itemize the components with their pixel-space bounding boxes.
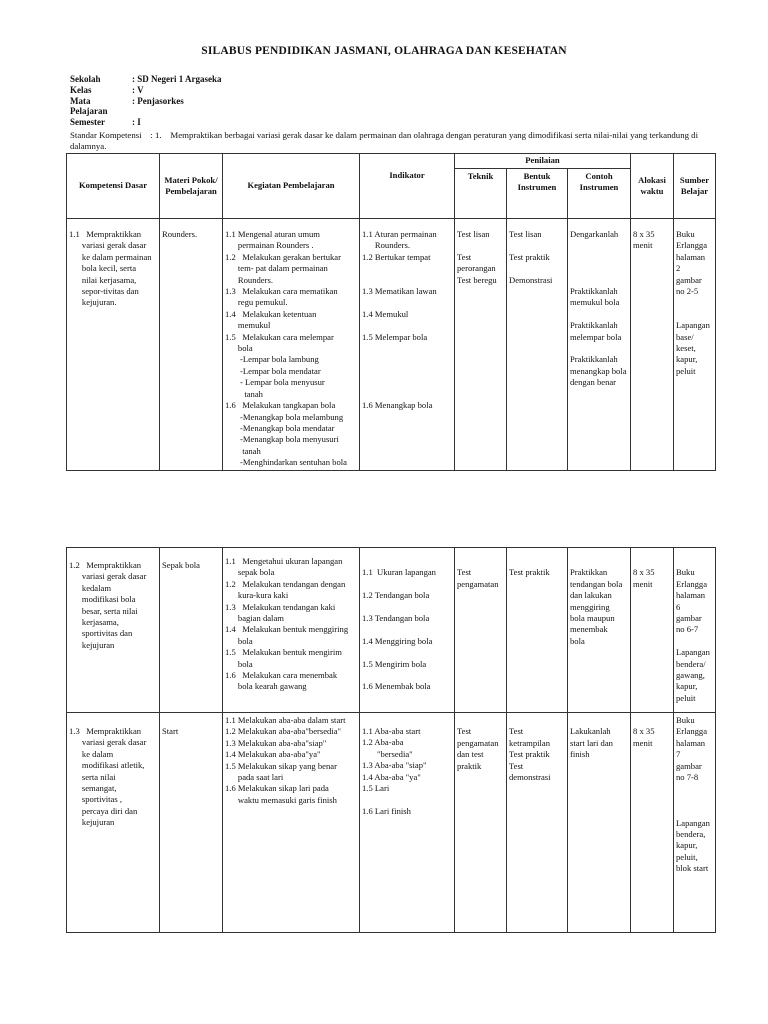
cell-line: no 6-7 xyxy=(676,624,699,635)
cell-line: bola xyxy=(225,343,253,354)
meta-value: : I xyxy=(132,117,141,128)
cell-line xyxy=(570,240,628,251)
cell-line xyxy=(362,275,452,286)
cell-line: 1.4 Menggiring bola xyxy=(362,635,433,646)
cell-line: Sepak bola xyxy=(162,560,200,570)
cell-indikator xyxy=(360,548,455,713)
cell-line: bola maupun xyxy=(570,613,615,624)
cell-line: percaya diri dan xyxy=(69,805,138,816)
standar-line-1: Standar Kompetensi : 1. Mempraktikan berbagai variasi gerak dasar ke dalam permainan dan olahraga dengan peraturan yang dimodifikasi serta nilai-nilai yang terkandung di xyxy=(70,130,699,140)
cell-line: Erlangga xyxy=(676,240,708,251)
header-teknik: Teknik xyxy=(455,169,507,219)
cell-line: 1.6 Menangkap bola xyxy=(362,400,433,411)
header-alokasi: Alokasi waktu xyxy=(631,154,674,219)
header-kompetensi: Kompetensi Dasar xyxy=(67,154,160,219)
cell-line: Rounders. xyxy=(225,274,273,285)
header-kegiatan: Kegiatan Pembelajaran xyxy=(223,154,360,219)
cell-line xyxy=(570,715,628,726)
cell-line xyxy=(457,715,504,726)
cell-line: sportivitas , xyxy=(69,794,122,805)
cell-line xyxy=(570,263,628,274)
table-row xyxy=(67,219,716,471)
cell-teknik xyxy=(455,548,507,713)
meta-row-semester xyxy=(70,117,222,128)
cell-line: gambar xyxy=(676,613,702,624)
cell-contoh xyxy=(568,548,631,713)
cell-sumber xyxy=(674,713,716,933)
cell-line xyxy=(362,263,452,274)
cell-line: waktu memasuki garis finish xyxy=(225,794,337,805)
cell-line: sportivitas dan xyxy=(69,628,133,639)
cell-line: 1.5 Melakukan cara melempar xyxy=(225,331,334,342)
cell-line: Praktikkanlah xyxy=(570,354,618,365)
meta-value: : V xyxy=(132,84,144,95)
cell-line: Test beregu xyxy=(457,274,497,285)
cell-bentuk xyxy=(507,548,568,713)
cell-line: 1.4 Melakukan aba-aba"ya" xyxy=(225,749,321,760)
cell-line: dan lakukan xyxy=(570,590,612,601)
cell-line: 1.2 Bertukar tempat xyxy=(362,251,431,262)
cell-line: kejujuran. xyxy=(69,297,117,308)
cell-line: Start xyxy=(162,726,179,736)
cell-line xyxy=(570,309,628,320)
cell-line: blok start xyxy=(676,863,709,874)
cell-line: kejujuran xyxy=(69,817,115,828)
cell-line xyxy=(362,320,452,331)
cell-line: 1.5 Lari xyxy=(362,783,390,794)
cell-line: 1.3 Melakukan cara mematikan xyxy=(225,286,338,297)
cell-line: pada saat lari xyxy=(225,772,284,783)
cell-line: 1.5 Mengirim bola xyxy=(362,658,427,669)
cell-line: base/ xyxy=(676,331,694,342)
cell-bentuk xyxy=(507,219,568,471)
cell-line xyxy=(362,579,452,590)
cell-line: -Menangkap bola melambung xyxy=(225,411,344,422)
cell-line: start lari dan xyxy=(570,737,613,748)
meta-key: Sekolah xyxy=(70,74,101,84)
cell-contoh xyxy=(568,713,631,933)
cell-line: bola kecil, serta xyxy=(69,263,137,274)
cell-line: Test xyxy=(457,251,472,262)
meta-row-sekolah xyxy=(70,74,222,85)
cell-line: memukul xyxy=(225,320,271,331)
cell-line: -Lempar bola lambung xyxy=(225,354,319,365)
cell-line: Test praktik xyxy=(509,749,550,760)
cell-line: 1.2 Aba-aba xyxy=(362,737,404,748)
cell-line: peluit xyxy=(676,365,696,376)
cell-line: kapur, xyxy=(676,840,698,851)
cell-line: ke dalam xyxy=(69,748,114,759)
cell-line: Buku xyxy=(676,567,695,578)
cell-line xyxy=(509,240,565,251)
cell-line: 7 xyxy=(676,749,681,760)
cell-line: 1.2 Tendangan bola xyxy=(362,590,430,601)
cell-line: bendera, xyxy=(676,829,706,840)
cell-line: variasi gerak dasar xyxy=(69,240,147,251)
cell-line: no 2-5 xyxy=(676,286,699,297)
cell-line: 1.4 Melakukan ketentuan xyxy=(225,308,317,319)
cell-line: 8 x 35 xyxy=(633,726,655,737)
cell-line xyxy=(362,366,452,377)
cell-line xyxy=(362,556,452,567)
cell-sumber xyxy=(674,219,716,471)
cell-kompetensi xyxy=(67,548,160,713)
cell-line: 1.6 Melakukan sikap lari pada xyxy=(225,783,329,794)
cell-line: Praktikkan xyxy=(570,567,608,578)
cell-line: Rounders. xyxy=(362,240,410,251)
cell-line: 1.1 Mempraktikkan xyxy=(69,229,142,239)
cell-line: keset, xyxy=(676,343,696,354)
standar-kompetensi xyxy=(70,130,768,151)
cell-line: Buku xyxy=(676,229,695,239)
cell-line: menembak xyxy=(570,624,608,635)
cell-line: halaman xyxy=(676,590,706,601)
header-indikator: Indikator xyxy=(360,154,455,219)
cell-line: bola kearah gawang xyxy=(225,681,307,692)
cell-line: Praktikkanlah xyxy=(570,286,618,297)
cell-line: Dengarkanlah xyxy=(570,229,619,239)
cell-line: gambar xyxy=(676,760,702,771)
cell-line: 8 x 35 xyxy=(633,567,655,578)
meta-value: : Penjasorkes xyxy=(132,95,184,106)
cell-line: dan test xyxy=(457,749,484,760)
cell-line: 1.3 Melakukan aba-aba"siap" xyxy=(225,737,327,748)
cell-line: tendangan bola xyxy=(570,578,623,589)
cell-line: 1.1 Aba-aba start xyxy=(362,726,421,736)
cell-line: Test xyxy=(509,726,524,737)
cell-line: Test xyxy=(457,567,472,578)
cell-line: permainan Rounders . xyxy=(225,240,314,251)
cell-line: modifikasi bola xyxy=(69,594,136,605)
cell-line: pengamatan xyxy=(457,578,499,589)
cell-line: ke dalam permainan xyxy=(69,251,152,262)
cell-line: 6 xyxy=(676,601,681,612)
cell-line: finish xyxy=(570,749,590,760)
cell-line: -Menangkap bola mendatar xyxy=(225,422,335,433)
cell-line: peluit, xyxy=(676,851,698,862)
cell-indikator xyxy=(360,219,455,471)
meta-value: : SD Negeri 1 Argaseka xyxy=(132,74,222,84)
cell-line: Test praktik xyxy=(509,251,550,262)
cell-teknik xyxy=(455,713,507,933)
cell-line: dengan benar xyxy=(570,377,617,388)
cell-line: melempar bola xyxy=(570,331,622,342)
cell-line: memukul bola xyxy=(570,297,620,308)
meta-key: Semester xyxy=(70,117,105,128)
cell-line: gambar xyxy=(676,274,702,285)
cell-line xyxy=(362,647,452,658)
cell-line: kapur, xyxy=(676,681,698,692)
cell-line xyxy=(362,624,452,635)
cell-line: gawang, xyxy=(676,670,705,681)
cell-line xyxy=(362,794,452,805)
cell-line: 2 xyxy=(676,263,681,274)
cell-line: 1.1 Mengenal aturan umum xyxy=(225,229,320,239)
cell-line xyxy=(676,636,713,647)
cell-line: -Menangkap bola menyusuri xyxy=(225,434,339,445)
cell-line xyxy=(362,343,452,354)
cell-kompetensi xyxy=(67,219,160,471)
cell-bentuk xyxy=(507,713,568,933)
cell-kegiatan xyxy=(223,219,360,471)
cell-line: 1.2 Melakukan gerakan bertukar xyxy=(225,251,341,262)
cell-line xyxy=(362,297,452,308)
cell-line: 1.5 Melakukan sikap yang benar xyxy=(225,760,337,771)
cell-line: tanah xyxy=(225,388,263,399)
cell-line: kedalam xyxy=(69,582,111,593)
cell-sumber xyxy=(674,548,716,713)
header-bentuk: Bentuk Instrumen xyxy=(507,169,568,219)
cell-line: Test xyxy=(457,726,472,737)
cell-line xyxy=(676,783,713,794)
syllabus-table-page-1 xyxy=(66,153,716,471)
cell-line xyxy=(362,377,452,388)
cell-line xyxy=(509,715,565,726)
cell-line: bola xyxy=(225,658,253,669)
cell-line: Test lisan xyxy=(509,229,542,239)
cell-line: Praktikkanlah xyxy=(570,320,618,331)
cell-line: 8 x 35 xyxy=(633,229,655,239)
cell-materi xyxy=(160,713,223,933)
cell-line: 1.6 Menembak bola xyxy=(362,681,431,692)
cell-line: serta nilai xyxy=(69,771,116,782)
header-materi: Materi Pokok/ Pembelajaran xyxy=(160,154,223,219)
cell-line: - Lempar bola menyusur xyxy=(225,377,325,388)
cell-line: 1.2 Melakukan aba-aba"bersedia" xyxy=(225,726,342,737)
cell-line: menit xyxy=(633,737,653,748)
cell-line: 1.3 Aba-aba "siap" xyxy=(362,760,427,771)
cell-kompetensi xyxy=(67,713,160,933)
cell-line: Rounders. xyxy=(162,229,198,239)
cell-line: Buku xyxy=(676,715,695,725)
cell-line: 1.4 Aba-aba "ya" xyxy=(362,771,421,782)
cell-line xyxy=(509,263,565,274)
cell-line xyxy=(457,556,504,567)
cell-line xyxy=(362,389,452,400)
cell-line: 1.5 Melakukan bentuk mengirim xyxy=(225,647,342,658)
cell-line: sepor-tivitas dan xyxy=(69,286,139,297)
cell-line: Test lisan xyxy=(457,229,490,239)
cell-line: halaman xyxy=(676,251,706,262)
cell-teknik xyxy=(455,219,507,471)
cell-line: demonstrasi xyxy=(509,772,551,783)
cell-alokasi xyxy=(631,219,674,471)
cell-line: bagian dalam xyxy=(225,613,284,624)
cell-line: -Lempar bola mendatar xyxy=(225,365,321,376)
header-contoh: Contoh Instrumen xyxy=(568,169,631,219)
cell-line: 1.4 Memukul xyxy=(362,308,409,319)
cell-line: 1.3 Tendangan bola xyxy=(362,613,430,624)
cell-line xyxy=(676,795,713,806)
cell-line xyxy=(509,556,565,567)
cell-line xyxy=(362,670,452,681)
cell-line: sepak bola xyxy=(225,567,275,578)
cell-line: -Menghindarkan sentuhan bola xyxy=(225,457,347,468)
cell-line: menangkap bola xyxy=(570,365,627,376)
cell-line: "bersedia" xyxy=(362,748,413,759)
cell-line xyxy=(362,354,452,365)
cell-line: Erlangga xyxy=(676,578,708,589)
cell-line: 1.1 Mengetahui ukuran lapangan xyxy=(225,556,343,566)
cell-line xyxy=(457,240,504,251)
cell-line: 1.6 Melakukan cara menembak xyxy=(225,670,338,681)
cell-line: 1.3 Melakukan tendangan kaki xyxy=(225,601,336,612)
cell-line: tanah xyxy=(225,445,261,456)
cell-line: Test praktik xyxy=(509,567,550,578)
cell-line: Test xyxy=(509,760,524,771)
meta-row-kelas xyxy=(70,85,222,96)
cell-line: menit xyxy=(633,578,653,589)
cell-line xyxy=(570,275,628,286)
cell-alokasi xyxy=(631,548,674,713)
cell-kegiatan xyxy=(223,548,360,713)
cell-line: 1.2 Mempraktikkan xyxy=(69,560,142,570)
cell-line: 1.4 Melakukan bentuk menggiring xyxy=(225,624,349,635)
cell-line: no 7-8 xyxy=(676,772,699,783)
standar-line-2: dalamnya. xyxy=(70,140,107,151)
meta-key: Kelas xyxy=(70,84,92,95)
cell-line xyxy=(633,556,671,567)
cell-contoh xyxy=(568,219,631,471)
cell-line: menggiring xyxy=(570,601,610,612)
cell-line: variasi gerak dasar xyxy=(69,571,147,582)
cell-line: kejujuran xyxy=(69,639,115,650)
header-penilaian: Penilaian xyxy=(455,154,631,169)
cell-line: Lakukanlah xyxy=(570,726,611,737)
page-title: SILABUS PENDIDIKAN JASMANI, OLAHRAGA DAN KESEHATAN xyxy=(201,45,567,57)
cell-line: nilai kerjasama, xyxy=(69,274,137,285)
cell-line: besar, serta nilai xyxy=(69,605,138,616)
cell-line: Lapangan xyxy=(676,647,710,658)
cell-line xyxy=(676,297,713,308)
cell-line: kapur, xyxy=(676,354,698,365)
cell-line: 1.1 Melakukan aba-aba dalam start xyxy=(225,715,346,725)
meta-row-mapel xyxy=(70,96,222,118)
cell-line: kura-kura kaki xyxy=(225,590,289,601)
cell-line: semangat, xyxy=(69,783,117,794)
cell-line: praktik xyxy=(457,760,482,771)
cell-indikator xyxy=(360,713,455,933)
cell-line: regu pemukul. xyxy=(225,297,288,308)
cell-line: 1.6 Melakukan tangkapan bola xyxy=(225,400,336,411)
cell-line xyxy=(570,343,628,354)
cell-line: Lapangan xyxy=(676,817,710,828)
cell-line xyxy=(633,715,671,726)
cell-line: 1.3 Mematikan lawan xyxy=(362,286,437,297)
cell-materi xyxy=(160,548,223,713)
meta-key: Mata Pelajaran xyxy=(70,95,108,117)
cell-line xyxy=(676,556,713,567)
cell-line: ketrampilan xyxy=(509,737,551,748)
cell-line: Demonstrasi xyxy=(509,274,553,285)
cell-materi xyxy=(160,219,223,471)
cell-line: 1.6 Lari finish xyxy=(362,805,411,816)
cell-line xyxy=(570,556,628,567)
syllabus-table-page-2 xyxy=(66,547,716,933)
cell-line: halaman xyxy=(676,737,706,748)
cell-line: bendera/ xyxy=(676,658,706,669)
cell-line: 1.3 Mempraktikkan xyxy=(69,726,142,736)
cell-line: bola xyxy=(225,635,253,646)
school-info xyxy=(70,74,222,128)
cell-line: modifikasi atletik, xyxy=(69,760,145,771)
cell-alokasi xyxy=(631,713,674,933)
cell-kegiatan xyxy=(223,713,360,933)
cell-line xyxy=(676,806,713,817)
cell-line xyxy=(570,252,628,263)
cell-line: 1.5 Melempar bola xyxy=(362,331,428,342)
cell-line: 1.2 Melakukan tendangan dengan xyxy=(225,578,346,589)
header-sumber: Sumber Belajar xyxy=(674,154,716,219)
cell-line xyxy=(676,309,713,320)
cell-line xyxy=(362,602,452,613)
cell-line: 1.1 Aturan permainan xyxy=(362,229,437,239)
table-row xyxy=(67,548,716,713)
table-row xyxy=(67,713,716,933)
cell-line: tem- pat dalam permainan xyxy=(225,263,328,274)
cell-line: 1.1 Ukuran lapangan xyxy=(362,567,436,578)
cell-line: bola xyxy=(570,635,585,646)
cell-line: menit xyxy=(633,240,653,251)
cell-line: pengamatan xyxy=(457,737,499,748)
cell-line: Lapangan xyxy=(676,320,710,331)
cell-line: kerjasama, xyxy=(69,617,119,628)
cell-line: Erlangga xyxy=(676,726,708,737)
cell-line: variasi gerak dasar xyxy=(69,737,147,748)
cell-line: peluit xyxy=(676,692,696,703)
cell-line: perorangan xyxy=(457,263,496,274)
